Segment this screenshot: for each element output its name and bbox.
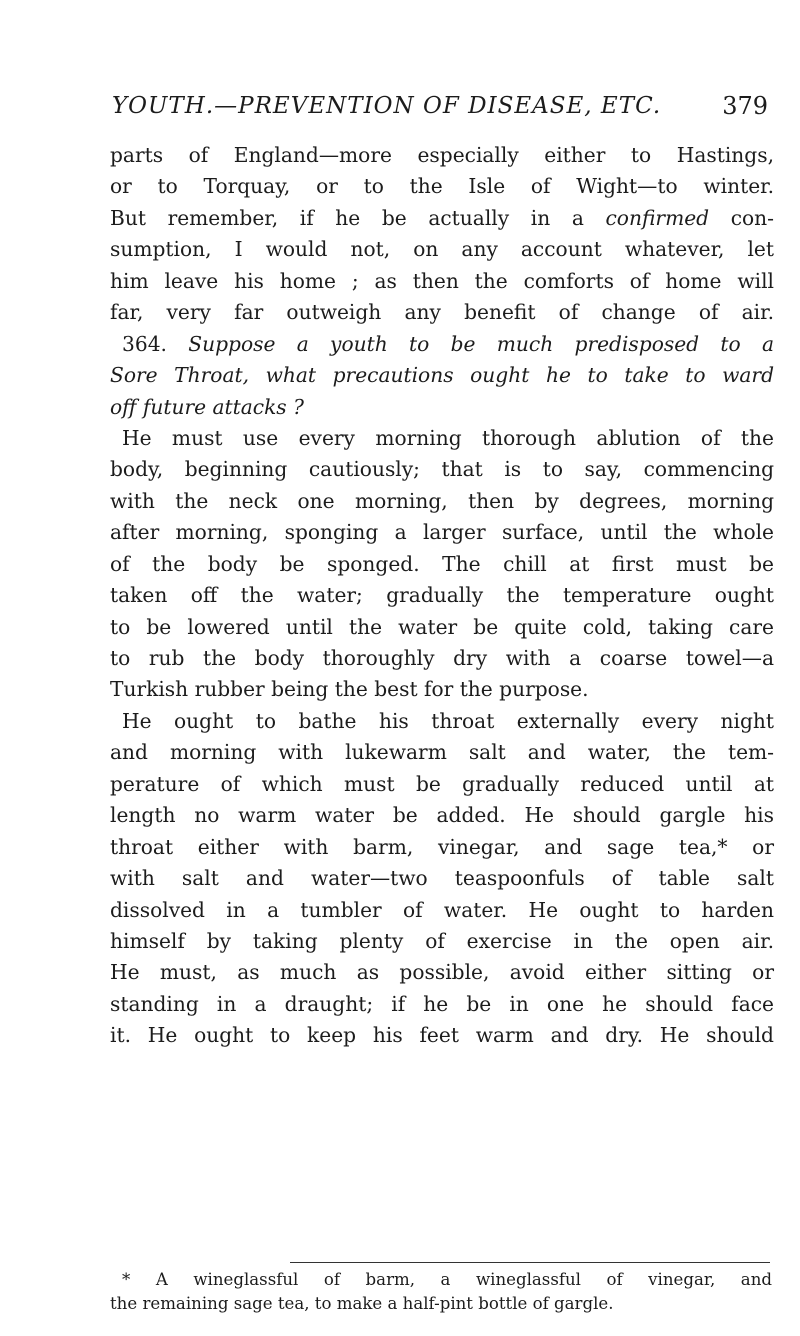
text-line: He must use every morning thorough ablution of the — [122, 425, 774, 450]
footnote-rule — [290, 1262, 770, 1263]
text-line: with the neck one morning, then by degrees, morning — [110, 488, 774, 513]
running-head — [112, 88, 768, 124]
text-line: length no warm water be added. He should gargle his — [110, 803, 774, 828]
question-line: Sore Throat, what precautions ought he to take to ward — [110, 363, 774, 388]
text-run: con- — [709, 205, 774, 230]
text-line: throat either with barm, vinegar, and sage tea,* or — [110, 834, 774, 859]
text-line: to be lowered until the water be quite cold, taking care — [110, 614, 774, 639]
footnote-line: * A wineglassful of barm, a wineglassful of vinegar, and — [122, 1270, 772, 1289]
text-run: But remember, if he be actually in a — [110, 205, 606, 230]
text-line: and morning with lukewarm salt and water, the tem- — [110, 740, 774, 765]
question-line — [110, 329, 774, 360]
question-text: Suppose a youth to be much predisposed to a — [188, 331, 775, 356]
text-line: after morning, sponging a larger surface, until the whole — [110, 520, 774, 545]
body-text — [110, 140, 774, 1052]
question-line: off future attacks ? — [110, 394, 304, 419]
section-number: 364. — [122, 331, 189, 356]
text-line: of the body be sponged. The chill at first must be — [110, 551, 774, 576]
text-line: body, beginning cautiously; that is to say, commencing — [110, 457, 774, 482]
running-title: YOUTH.—PREVENTION OF DISEASE, ETC. — [112, 93, 662, 119]
text-line: standing in a draught; if he be in one he should face — [110, 991, 774, 1016]
text-line: He must, as much as possible, avoid either sitting or — [110, 960, 774, 985]
text-line: taken off the water; gradually the temperature ought — [110, 583, 774, 608]
text-line: him leave his home ; as then the comforts of home will — [110, 268, 774, 293]
emphasis-confirmed: confirmed — [605, 205, 710, 230]
footnote — [110, 1268, 772, 1316]
text-line: with salt and water—two teaspoonfuls of table salt — [110, 866, 774, 891]
text-line — [110, 203, 774, 234]
text-line: or to Torquay, or to the Isle of Wight—to winter. — [110, 174, 774, 199]
text-line: parts of England—more especially either to Hastings, — [110, 143, 774, 167]
text-line: perature of which must be gradually reduced until at — [110, 771, 774, 796]
text-line: to rub the body thoroughly dry with a coarse towel—a — [110, 646, 774, 670]
text-line: dissolved in a tumbler of water. He ought to harden — [110, 897, 774, 922]
text-line: it. He ought to keep his feet warm and dry. He should — [110, 1023, 774, 1048]
text-line: Turkish rubber being the best for the purpose. — [110, 677, 589, 702]
text-line: sumption, I would not, on any account whatever, let — [110, 237, 774, 262]
text-line: He ought to bathe his throat externally every night — [122, 708, 774, 733]
text-line: himself by taking plenty of exercise in the open air. — [110, 928, 774, 953]
footnote-line: the remaining sage tea, to make a half-pint bottle of gargle. — [110, 1294, 614, 1313]
page-number: 379 — [722, 92, 768, 120]
text-line: far, very far outweigh any benefit of change of air. — [110, 300, 774, 325]
